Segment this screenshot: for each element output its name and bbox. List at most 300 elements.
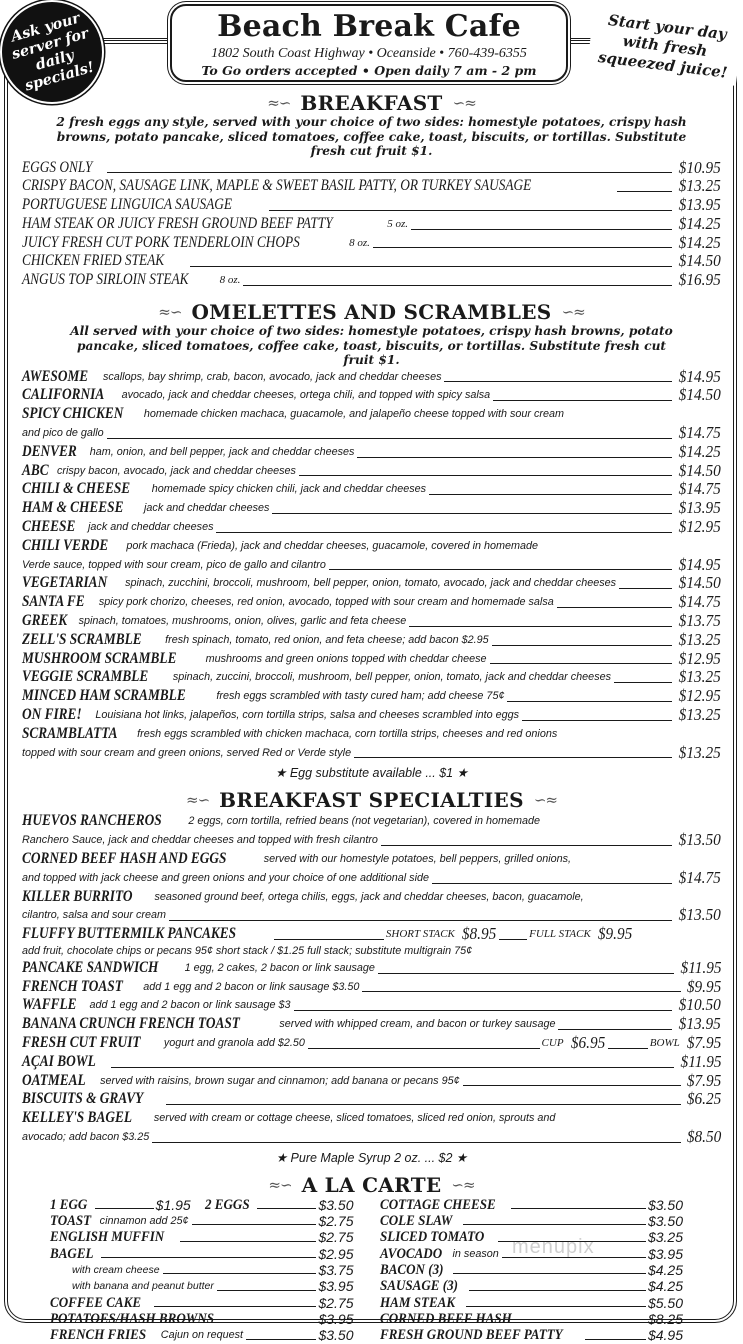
item-price: $3.95 (318, 1278, 354, 1295)
a-la-carte-item (50, 1262, 354, 1278)
menu-item (22, 812, 721, 850)
dotted-leader (381, 845, 672, 846)
item-description-cont: and pico de gallo (22, 426, 104, 439)
dotted-leader (235, 1322, 316, 1323)
item-name: BACON (3) (379, 1262, 443, 1279)
section-title-a-la-carte (22, 1173, 721, 1197)
menu-item (22, 996, 721, 1015)
item-description: served with whipped cream, and bacon or turkey sausage (279, 1018, 556, 1031)
item-description: spinach, zucchini, broccoli, mushroom, bell pepper, onion, tomato, avocado, jack and cheddar cheeses (125, 577, 617, 590)
item-line-2 (22, 906, 721, 925)
item-description: Louisiana hot links, jalapeños, corn tortilla strips, salsa and cheeses scrambled into eggs (95, 708, 520, 721)
menu-item (22, 725, 721, 763)
item-name: FRENCH FRIES (50, 1327, 147, 1344)
menu-item (22, 687, 721, 706)
flourish-icon: ∽≈ (561, 303, 585, 322)
daily-specials-badge (0, 0, 104, 104)
item-price: $4.25 (647, 1278, 683, 1295)
item-name: PORTUGUESE LINGUICA SAUSAGE (22, 196, 233, 214)
item-line-2 (22, 831, 721, 850)
item-name: VEGGIE SCRAMBLE (22, 668, 149, 686)
item-name: 1 EGG (50, 1196, 88, 1213)
item-description: spinach, tomatoes, mushrooms, onion, olives, garlic and feta cheese (78, 614, 407, 627)
a-la-carte-item (50, 1229, 354, 1245)
item-line-1 (22, 812, 721, 831)
item-description-cont: avocado; add bacon $3.25 (22, 1131, 150, 1144)
a-la-carte-right (380, 1197, 684, 1344)
item-description: seasoned ground beef, ortega chilis, eggs, jack and cheddar cheeses, bacon, guacamole, (154, 890, 584, 903)
menu-item (22, 252, 721, 271)
dotted-leader (617, 191, 672, 192)
dotted-leader (357, 457, 672, 458)
item-name: OATMEAL (22, 1071, 86, 1089)
dotted-leader (294, 1010, 673, 1011)
item-description: homemade spicy chicken chili, jack and cheddar cheeses (151, 483, 427, 496)
item-name: POTATOES/HASH BROWNS (50, 1310, 215, 1327)
item-description: fresh spinach, tomato, red onion, and feta cheese; add bacon $2.95 (165, 633, 489, 646)
item-name: HAM STEAK (379, 1294, 455, 1311)
item-price: $13.95 (678, 1014, 721, 1034)
item-price: $14.50 (678, 460, 721, 480)
dotted-leader (466, 1306, 646, 1307)
item-price: $3.50 (318, 1196, 354, 1213)
menu-item (22, 462, 721, 481)
item-description: ham, onion, and bell pepper, jack and cheddar cheeses (89, 445, 355, 458)
bowl-label: BOWL (649, 1037, 680, 1050)
section-title-text: BREAKFAST (300, 91, 443, 115)
a-la-carte-item (380, 1213, 684, 1229)
item-name: JUICY FRESH CUT PORK TENDERLOIN CHOPS (22, 233, 300, 251)
item-price: $12.95 (678, 516, 721, 536)
juice-note: Start your day with fresh squeezed juice! (587, 7, 743, 86)
item-description: jack and cheddar cheeses (88, 520, 214, 533)
section-title-specialties (22, 788, 721, 812)
menu-item (22, 631, 721, 650)
a-la-carte-item (380, 1311, 684, 1327)
item-price: $14.75 (678, 592, 721, 612)
dotted-leader (409, 626, 672, 627)
item-size: 8 oz. (219, 274, 241, 287)
item-name: CHEESE (22, 517, 76, 535)
item-price: $6.25 (686, 1089, 721, 1109)
item-name: SLICED TOMATO (379, 1229, 484, 1246)
item-description: 1 egg, 2 cakes, 2 bacon or link sausage (184, 961, 375, 974)
item-line-2 (22, 1128, 721, 1147)
item-description-cont: Verde sauce, topped with sour cream, pico de gallo and cilantro (22, 558, 326, 571)
a-la-carte-left (50, 1197, 354, 1344)
section-title-text: BREAKFAST SPECIALTIES (219, 788, 524, 813)
item-price: $16.95 (678, 270, 721, 290)
item-price: $13.95 (678, 195, 721, 215)
dotted-leader (101, 1257, 316, 1258)
item-name: EGGS ONLY (22, 158, 93, 176)
menu-item (22, 959, 721, 978)
dotted-leader (492, 645, 673, 646)
menu-item-fruit (22, 1034, 721, 1053)
dotted-leader (429, 494, 672, 495)
short-stack-price: $8.95 (461, 924, 497, 944)
dotted-leader (299, 475, 672, 476)
menu-item (22, 668, 721, 687)
item-line-1 (22, 888, 721, 907)
dotted-leader (257, 1208, 316, 1209)
watermark: menupix (512, 1236, 595, 1258)
item-price: $13.25 (678, 629, 721, 649)
item-description: jack and cheddar cheeses (144, 502, 270, 515)
item-name: BANANA CRUNCH FRENCH TOAST (22, 1015, 240, 1033)
menu-item (22, 1015, 721, 1034)
item-name: COLE SLAW (379, 1213, 452, 1230)
menu-item (22, 1109, 721, 1147)
maple-syrup-note: ★ Pure Maple Syrup 2 oz. ... $2 ★ (275, 1150, 468, 1165)
item-description: crispy bacon, avocado, jack and cheddar cheeses (57, 464, 296, 477)
item-price: $3.75 (318, 1262, 354, 1279)
dotted-leader (463, 1224, 646, 1225)
item-name: KELLEY'S BAGEL (22, 1109, 132, 1127)
item-name: PANCAKE SANDWICH (22, 958, 159, 976)
item-description: add 1 egg and 2 bacon or link sausage $3.50 (143, 980, 360, 993)
item-description-cont: and topped with jack cheese and green onions and your choice of one additional side (22, 871, 429, 884)
menu-content (22, 90, 721, 1344)
item-description-cont: cilantro, salsa and sour cream (22, 909, 167, 922)
dotted-leader (507, 701, 672, 702)
item-name: FRESH CUT FRUIT (22, 1034, 141, 1052)
item-name: ZELL'S SCRAMBLE (22, 630, 142, 648)
item-price: $13.50 (678, 830, 721, 850)
menu-item (22, 405, 721, 443)
dotted-leader (354, 757, 672, 758)
item-price: $13.75 (678, 610, 721, 630)
item-name: FRESH GROUND BEEF PATTY (379, 1327, 563, 1344)
menu-item (22, 234, 721, 253)
dotted-leader (243, 285, 672, 286)
item-line-1 (22, 537, 721, 556)
item-name: DENVER (22, 442, 77, 460)
a-la-carte-item (380, 1295, 684, 1311)
item-name: GREEK (22, 611, 68, 629)
item-name: SANTA FE (22, 593, 85, 611)
menu-item (22, 271, 721, 290)
item-price: $14.25 (678, 441, 721, 461)
section-title-text: A LA CARTE (301, 1172, 442, 1197)
menu-item (22, 1053, 721, 1072)
dotted-leader (329, 569, 672, 570)
badge-text: Ask your server for daily specials! (8, 9, 96, 95)
item-name: WAFFLE (22, 996, 77, 1014)
menu-item-pancakes (22, 925, 721, 944)
menu-item (22, 706, 721, 725)
omelettes-note: All served with your choice of two sides: homestyle potatoes, crispy hash browns, potato pancake, sliced tomatoes, coffee cake, toast, biscuits, or tortillas. Substitute fresh cut fruit $1. (70, 324, 673, 368)
item-price: $14.75 (678, 867, 721, 887)
dotted-leader (493, 400, 672, 401)
item-price: $14.50 (678, 385, 721, 405)
menu-item (22, 537, 721, 575)
item-name: CHICKEN FRIED STEAK (22, 252, 165, 270)
dotted-leader (107, 438, 673, 439)
item-price: $2.95 (318, 1245, 354, 1262)
dotted-leader (373, 247, 672, 248)
a-la-carte-item (50, 1295, 354, 1311)
item-name: CORNED BEEF HASH AND EGGS (22, 849, 227, 867)
item-name: SAUSAGE (3) (379, 1278, 458, 1295)
item-description: Cajun on request (160, 1329, 244, 1342)
cafe-hours: To Go orders accepted • Open daily 7 am - 2 pm (201, 63, 537, 78)
item-description: cinnamon add 25¢ (99, 1215, 189, 1228)
item-name: CRISPY BACON, SAUSAGE LINK, MAPLE & SWEET BASIL PATTY, OR TURKEY SAUSAGE (22, 177, 532, 195)
menu-item (22, 1090, 721, 1109)
item-price: $11.95 (680, 1051, 721, 1071)
item-line-1 (22, 850, 721, 869)
item-price: $3.95 (647, 1245, 683, 1262)
item-description: spinach, zuccini, broccoli, mushroom, bell pepper, onion, tomato, jack and cheddar cheeses (172, 671, 611, 684)
item-price: $14.50 (678, 251, 721, 271)
a-la-carte-item (380, 1197, 684, 1213)
item-line-2 (22, 424, 721, 443)
item-name: COTTAGE CHEESE (379, 1196, 496, 1213)
menu-item (22, 196, 721, 215)
item-line-1 (22, 725, 721, 744)
item-name: BISCUITS & GRAVY (22, 1090, 144, 1108)
dotted-leader (444, 381, 672, 382)
menu-item (22, 499, 721, 518)
item-price: $14.75 (678, 422, 721, 442)
dotted-leader (166, 1104, 681, 1105)
item-price: $2.75 (318, 1213, 354, 1230)
item-price: $14.95 (678, 366, 721, 386)
menu-item (22, 978, 721, 997)
item-price: $12.95 (678, 648, 721, 668)
item-price: $9.95 (686, 976, 721, 996)
item-price: $13.25 (678, 704, 721, 724)
item-description: fresh eggs scrambled with chicken machaca, corn tortilla strips, cheeses and red onions (137, 727, 558, 740)
cafe-address: 1802 South Coast Highway • Oceanside • 760-439-6355 (211, 46, 527, 61)
a-la-carte-item (380, 1327, 684, 1343)
menu-item (22, 1072, 721, 1091)
item-name: ON FIRE! (22, 705, 82, 723)
item-name: CHILI VERDE (22, 536, 109, 554)
item-name: HAM STEAK OR JUICY FRESH GROUND BEEF PATTY (22, 214, 333, 232)
item-name: MINCED HAM SCRAMBLE (22, 687, 186, 705)
item-price: $4.25 (647, 1262, 683, 1279)
item-description-cont: Ranchero Sauce, jack and cheddar cheeses and topped with fresh cilantro (22, 834, 378, 847)
flourish-icon: ≈∽ (186, 791, 210, 810)
item-name: CHILI & CHEESE (22, 480, 131, 498)
dotted-leader (269, 210, 672, 211)
dotted-leader (529, 1322, 646, 1323)
dotted-leader (362, 991, 680, 992)
item-line-2 (22, 869, 721, 888)
item-name: AÇAI BOWL (22, 1052, 96, 1070)
item-price: $10.50 (678, 995, 721, 1015)
dotted-leader (111, 1067, 674, 1068)
item-price: $12.95 (678, 686, 721, 706)
item-name: KILLER BURRITO (22, 887, 133, 905)
a-la-carte-item (50, 1197, 354, 1213)
item-price: $13.25 (678, 742, 721, 762)
item-name: TOAST (50, 1213, 92, 1230)
item-price: $13.95 (678, 498, 721, 518)
item-name: FRENCH TOAST (22, 977, 123, 995)
item-price: $5.50 (647, 1294, 683, 1311)
item-option: with banana and peanut butter (72, 1280, 214, 1293)
item-name: BAGEL (50, 1245, 94, 1262)
menu-item (22, 888, 721, 926)
item-description: yogurt and granola add $2.50 (163, 1037, 305, 1050)
item-name: COFFEE CAKE (50, 1294, 142, 1311)
bowl-price: $7.95 (686, 1033, 721, 1053)
item-description: served with cream or cottage cheese, sliced tomatoes, sliced red onion, sprouts and (153, 1112, 556, 1125)
item-name: ANGUS TOP SIRLOIN STEAK (22, 271, 189, 289)
menu-item (22, 650, 721, 669)
dotted-leader (511, 1208, 646, 1209)
full-stack-label: FULL STACK (529, 928, 591, 941)
item-price: $3.25 (647, 1229, 683, 1246)
cafe-name: Beach Break Cafe (217, 9, 521, 44)
dotted-leader (490, 663, 673, 664)
dotted-leader (107, 172, 672, 173)
section-title-text: OMELETTES AND SCRAMBLES (191, 300, 552, 325)
dotted-leader (154, 1306, 316, 1307)
item-option: with cream cheese (72, 1264, 160, 1277)
dotted-leader (190, 266, 672, 267)
a-la-carte-item (50, 1278, 354, 1294)
item-name: CORNED BEEF HASH (379, 1310, 512, 1327)
dotted-leader (246, 1339, 316, 1340)
item-line-1 (22, 1109, 721, 1128)
item-price: $8.25 (647, 1310, 683, 1327)
dotted-leader (469, 1290, 646, 1291)
item-name: AVOCADO (379, 1245, 442, 1262)
full-stack-price: $9.95 (597, 924, 633, 944)
a-la-carte-item (380, 1278, 684, 1294)
item-description: scallops, bay shrimp, crab, bacon, avocado, jack and cheddar cheeses (102, 370, 442, 383)
cup-price: $6.95 (570, 1033, 605, 1053)
specialty-items (22, 812, 721, 1147)
item-price: $13.25 (678, 667, 721, 687)
dotted-leader (432, 883, 672, 884)
a-la-carte-item (380, 1262, 684, 1278)
item-name: CALIFORNIA (22, 386, 105, 404)
item-name: ABC (22, 461, 49, 479)
dotted-leader (522, 720, 672, 721)
a-la-carte-item (50, 1213, 354, 1229)
dotted-leader (163, 1273, 317, 1274)
item-description: pork machaca (Frieda), jack and cheddar cheeses, guacamole, covered in homemade (126, 539, 539, 552)
dotted-leader (95, 1208, 154, 1209)
item-line-2 (22, 744, 721, 763)
breakfast-items (22, 159, 721, 291)
dotted-leader (378, 973, 674, 974)
item-price: $14.75 (678, 479, 721, 499)
item-description: add 1 egg and 2 bacon or link sausage $3 (89, 999, 291, 1012)
item-name: VEGETARIAN (22, 574, 108, 592)
dotted-leader (169, 920, 672, 921)
item-name: FLUFFY BUTTERMILK PANCAKES (22, 925, 237, 943)
dotted-leader (558, 1029, 672, 1030)
menu-item (22, 612, 721, 631)
dotted-leader (274, 939, 384, 940)
item-description: 2 eggs, corn tortilla, refried beans (not vegetarian), covered in homemade (188, 815, 541, 828)
item-price: $14.25 (678, 232, 721, 252)
a-la-carte-item (50, 1311, 354, 1327)
item-price: $8.50 (686, 1127, 721, 1147)
item-size: 5 oz. (387, 217, 409, 230)
dotted-leader (180, 1241, 317, 1242)
menu-item (22, 177, 721, 196)
item-description: avocado, jack and cheddar cheeses, ortega chili, and topped with spicy salsa (121, 389, 491, 402)
dotted-leader (453, 1273, 646, 1274)
item-price: $13.25 (678, 176, 721, 196)
cafe-header (170, 4, 568, 82)
item-description: served with our homestyle potatoes, bell peppers, grilled onions, (263, 852, 572, 865)
menu-item (22, 518, 721, 537)
item-price: $11.95 (680, 957, 721, 977)
menu-item (22, 593, 721, 612)
menu-item (22, 386, 721, 405)
item-name: SCRAMBLATTA (22, 724, 118, 742)
omelette-items (22, 368, 721, 763)
item-name: ENGLISH MUFFIN (50, 1229, 165, 1246)
dotted-leader (272, 513, 672, 514)
a-la-carte-columns (22, 1197, 721, 1344)
dotted-leader (608, 1048, 648, 1049)
item-price: $14.50 (678, 573, 721, 593)
item-description: in season (452, 1247, 499, 1260)
dotted-leader (557, 607, 673, 608)
item-name: HUEVOS RANCHEROS (22, 812, 162, 830)
section-title-breakfast (22, 91, 721, 115)
item-price: $13.50 (678, 905, 721, 925)
item-price: $1.95 (155, 1196, 191, 1213)
flourish-icon: ∽≈ (452, 94, 476, 112)
breakfast-note: 2 fresh eggs any style, served with your choice of two sides: homestyle potatoes, crispy hash browns, potato pancake, sliced tomatoes, coffee cake, toast, biscuits, or tortillas. Substitute fresh cut fruit $1. (56, 115, 687, 158)
item-price: $4.95 (647, 1327, 683, 1344)
dotted-leader (463, 1085, 681, 1086)
dotted-leader (614, 682, 672, 683)
item-description: served with raisins, brown sugar and cinnamon; add banana or pecans 95¢ (100, 1074, 460, 1087)
menu-item (22, 215, 721, 234)
item-line-1 (22, 405, 721, 424)
header-connector-left (100, 40, 172, 44)
item-name: HAM & CHEESE (22, 499, 124, 517)
menu-item (22, 159, 721, 178)
short-stack-label: SHORT STACK (385, 928, 455, 941)
cup-label: CUP (541, 1037, 564, 1050)
item-name: MUSHROOM SCRAMBLE (22, 649, 177, 667)
dotted-leader (216, 532, 672, 533)
dotted-leader (192, 1224, 317, 1225)
dotted-leader (619, 588, 672, 589)
a-la-carte-item (50, 1246, 354, 1262)
item-description: homemade chicken machaca, guacamole, and jalapeño cheese topped with sour cream (143, 408, 565, 421)
item-price: $7.95 (686, 1070, 721, 1090)
item-description: spicy pork chorizo, cheeses, red onion, avocado, topped with sour cream and homemade salsa (98, 596, 554, 609)
item-price: $3.50 (318, 1327, 354, 1344)
item-line-2 (22, 556, 721, 575)
menu-item (22, 443, 721, 462)
menu-item (22, 850, 721, 888)
dotted-leader (152, 1142, 680, 1143)
menu-item (22, 480, 721, 499)
item-price: $2.75 (318, 1294, 354, 1311)
item-price: $3.50 (647, 1196, 683, 1213)
dotted-leader (308, 1048, 540, 1049)
egg-substitute-note: ★ Egg substitute available ... $1 ★ (275, 766, 468, 781)
flourish-icon: ≈∽ (267, 94, 291, 112)
dotted-leader (411, 229, 672, 230)
menu-item (22, 574, 721, 593)
dotted-leader (217, 1290, 317, 1291)
